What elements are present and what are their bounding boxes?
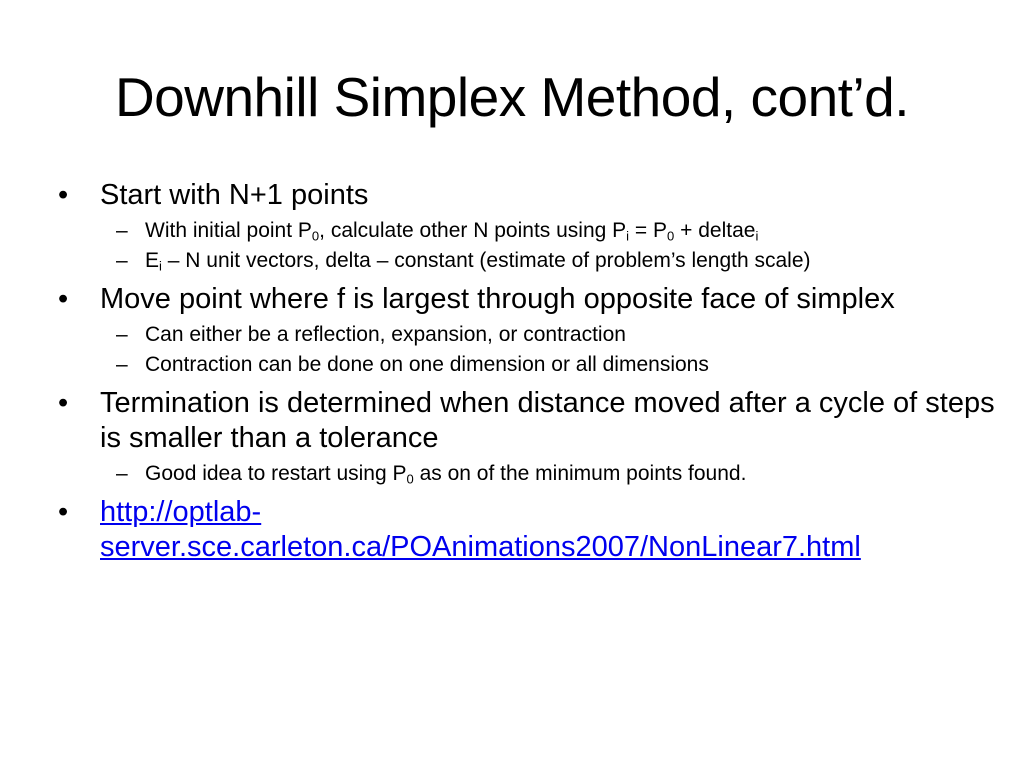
subbullet-contraction <box>56 350 996 380</box>
dash-icon: – <box>116 462 128 485</box>
bullet-move-point <box>56 282 996 317</box>
subbullet-text: $E_i$ – N unit vectors, delta – constant (estimate of problem’s length scale) <box>145 249 811 274</box>
bullet-icon: • <box>58 387 69 419</box>
bullet-text: Move point where f is largest through opposite face of simplex <box>100 283 895 315</box>
subbullet-reflection <box>56 320 996 350</box>
dash-icon: – <box>116 353 128 376</box>
subbullet-text: With initial point $P_0$, calculate other N points using $P_i = P_0$ + deltae$_i$ <box>145 219 759 244</box>
bullet-start-points <box>56 178 996 213</box>
subbullet-unit-vectors <box>56 246 996 276</box>
bullet-text: Start with N+1 points <box>100 179 369 211</box>
bullet-icon: • <box>58 283 69 315</box>
bullet-icon: • <box>58 179 69 211</box>
dash-icon: – <box>116 249 128 272</box>
bullet-termination <box>56 386 996 456</box>
bullet-link <box>56 495 996 565</box>
dash-icon: – <box>116 219 128 242</box>
bullet-icon: • <box>58 496 69 528</box>
bullet-text: Termination is determined when distance moved after a cycle of steps is smaller than a tolerance <box>100 387 995 454</box>
subbullet-text: Contraction can be done on one dimension or all dimensions <box>145 353 709 376</box>
subbullet-initial-point <box>56 216 996 246</box>
slide-body <box>56 178 996 565</box>
dash-icon: – <box>116 323 128 346</box>
subbullet-restart <box>56 459 996 489</box>
subbullet-text: Good idea to restart using $P_0$ as on of the minimum points found. <box>145 462 747 487</box>
subbullet-text: Can either be a reflection, expansion, or contraction <box>145 323 626 346</box>
slide-title: Downhill Simplex Method, cont’d. <box>114 66 910 128</box>
optlab-link[interactable]: http://optlab-server.sce.carleton.ca/POAnimations2007/NonLinear7.html <box>100 496 861 563</box>
